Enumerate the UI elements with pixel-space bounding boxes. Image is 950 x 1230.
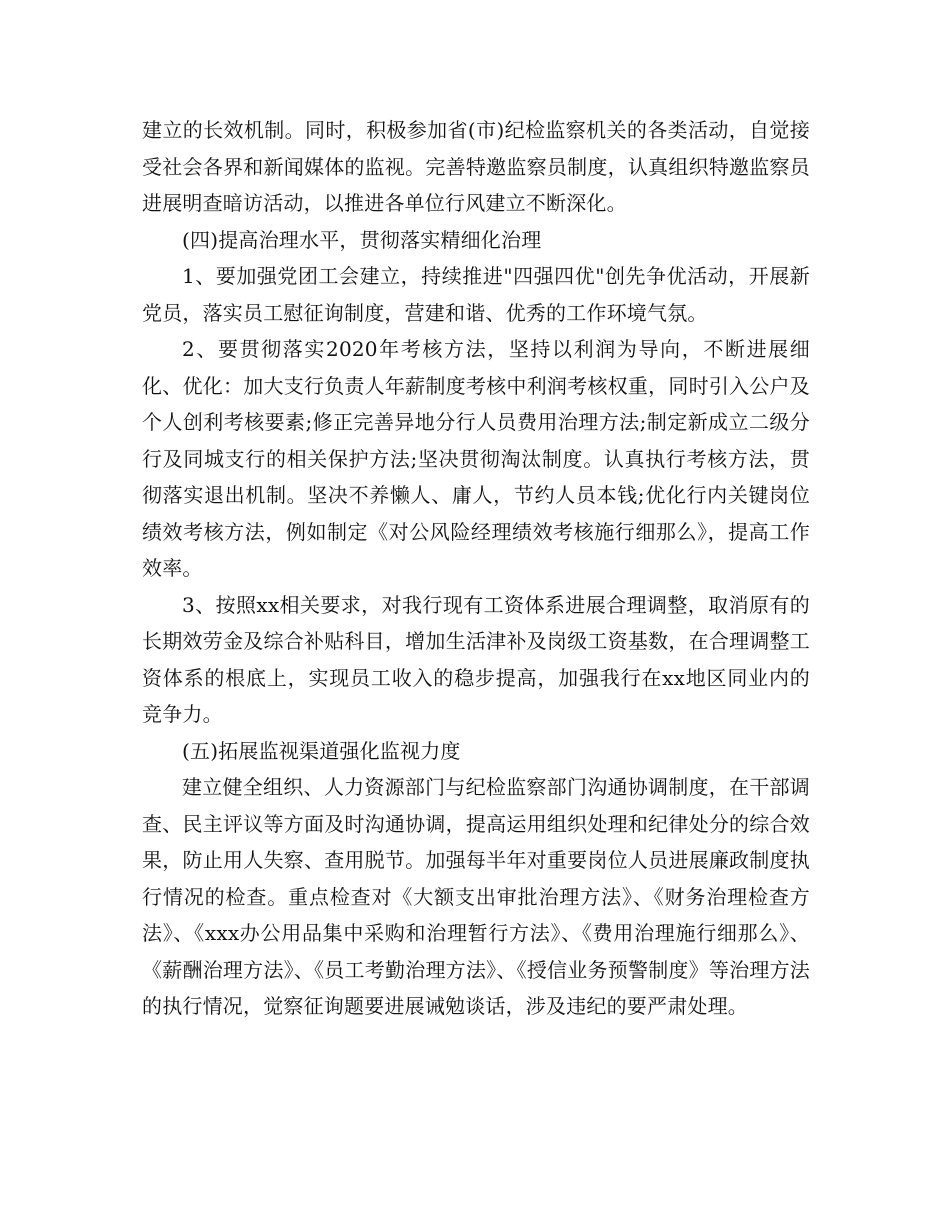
paragraph-item-1: 1、要加强党团工会建立，持续推进"四强四优"创先争优活动，开展新党员，落实员工慰征询制度，营建和谐、优秀的工作环境气氛。 — [142, 264, 810, 325]
document-body — [142, 112, 810, 1025]
paragraph-supervision: 建立健全组织、人力资源部门与纪检监察部门沟通协调制度，在干部调查、民主评议等方面及时沟通协调，提高运用组织处理和纪律处分的综合效果，防止用人失察、查用脱节。加强每半年对重要岗位人员进展廉政制度执行情况的检查。重点检查对《大额支出审批治理方法》、《财务治理检查方法》、《xxx办公用品集中采购和治理暂行方法》、《费用治理施行细那么》、《薪酬治理方法》、《员工考勤治理方法》、《授信业务预警制度》等治理方法的执行情况，觉察征询题要进展诫勉谈话，涉及违纪的要严肃处理。 — [142, 775, 810, 1018]
section-heading-5: (五)拓展监视渠道强化监视力度 — [182, 738, 461, 763]
paragraph-item-2: 2、要贯彻落实2020年考核方法，坚持以利润为导向，不断进展细化、优化：加大支行负责人年薪制度考核中利润考核权重，同时引入公户及个人创利考核要素;修正完善异地分行人员费用治理方法;制定新成立二级分行及同城支行的相关保护方法;坚决贯彻淘汰制度。认真执行考核方法，贯彻落实退出机制。坚决不养懒人、庸人，节约人员本钱;优化行内关键岗位绩效考核方法，例如制定《对公风险经理绩效考核施行细那么》，提高工作效率。 — [142, 337, 810, 580]
paragraph-continuation: 建立的长效机制。同时，积极参加省(市)纪检监察机关的各类活动，自觉接受社会各界和新闻媒体的监视。完善特邀监察员制度，认真组织特邀监察员进展明查暗访活动，以推进各单位行风建立不断深化。 — [142, 118, 810, 215]
paragraph-item-3: 3、按照xx相关要求，对我行现有工资体系进展合理调整，取消原有的长期效劳金及综合补贴科目，增加生活津补及岗级工资基数，在合理调整工资体系的根底上，实现员工收入的稳步提高，加强我行在xx地区同业内的竞争力。 — [142, 592, 810, 726]
section-heading-4: (四)提高治理水平，贯彻落实精细化治理 — [182, 227, 542, 252]
